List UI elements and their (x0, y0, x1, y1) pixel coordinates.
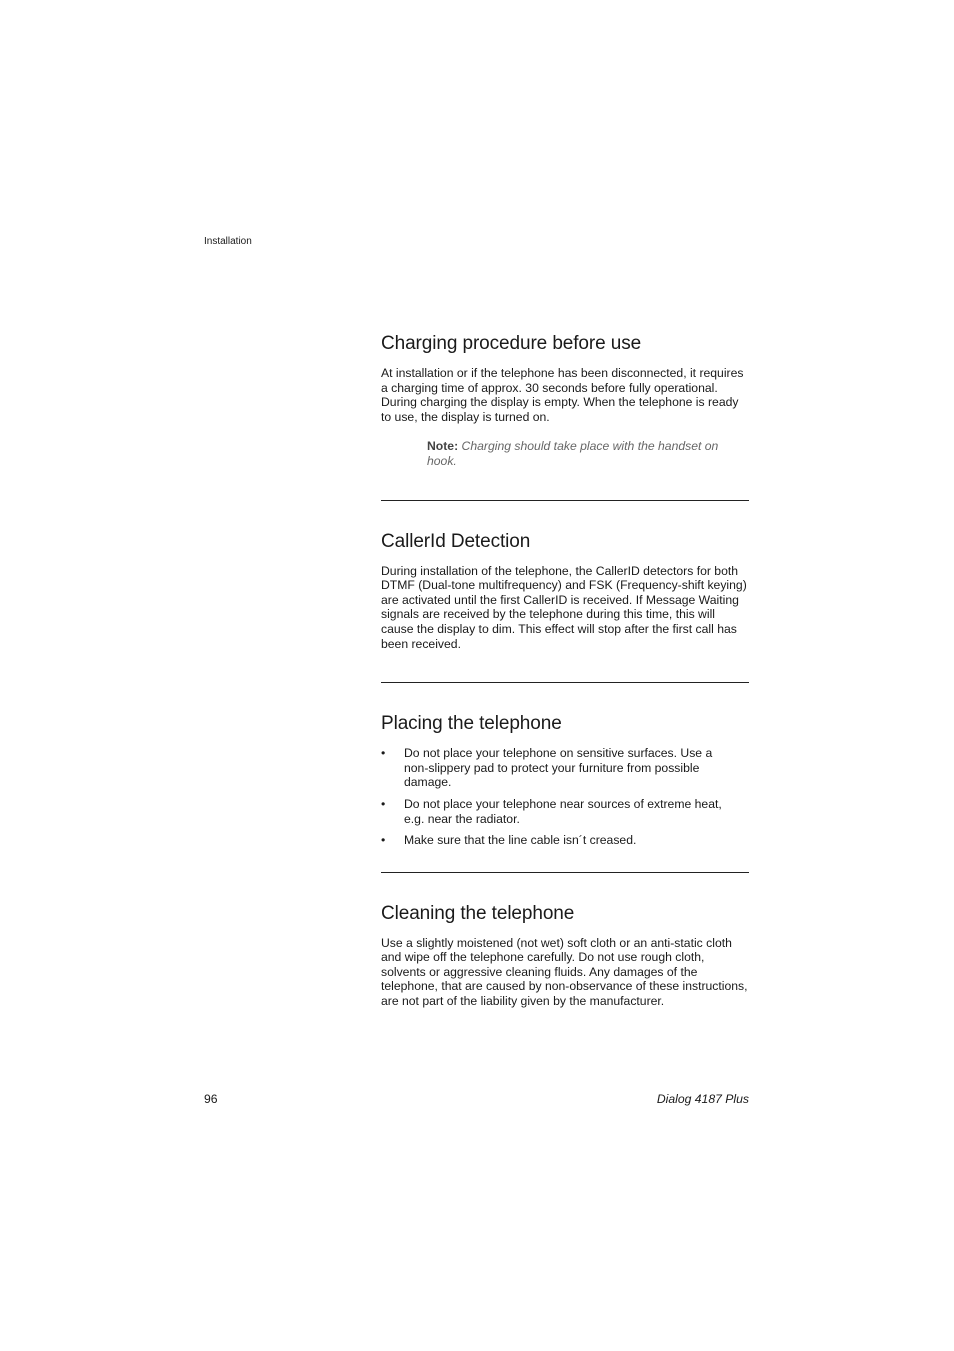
section-title-cleaning: Cleaning the telephone (381, 902, 575, 924)
running-head: Installation (204, 236, 252, 247)
note-text: Charging should take place with the handset on hook. (427, 439, 719, 468)
section-body-charging: At installation or if the telephone has been disconnected, it requires a charging time of approx. 30 seconds before fully operational. During charging the display is empty. When the telephone is ready to use, the display is turned on. (381, 366, 744, 424)
bullet-symbol: • (381, 746, 386, 761)
note-label: Note: (427, 439, 459, 454)
section-cleaning-telephone (381, 902, 749, 1009)
list-item-text: Do not place your telephone on sensitive surfaces. Use a non-slippery pad to protect your furniture from possible damage. (404, 746, 713, 790)
list-item-text: Do not place your telephone near sources of extreme heat, e.g. near the radiator. (404, 796, 722, 826)
list-item (381, 797, 734, 826)
section-charging-procedure (381, 332, 749, 469)
page-content (381, 332, 749, 1009)
section-title-placing: Placing the telephone (381, 713, 562, 735)
section-body-callerid: During installation of the telephone, the CallerID detectors for both DTMF (Dual-tone multifrequency) and FSK (Frequency-shift keying) are activated until the first CallerID is received. If Message Waiting signals are received by the telephone during this time, this will cause the display to dim. This effect will stop after the first call has been received. (381, 563, 747, 651)
page-number: 96 (204, 1092, 218, 1106)
section-divider (381, 682, 749, 683)
section-placing-telephone (381, 712, 749, 848)
section-divider (381, 500, 749, 501)
section-callerid-detection (381, 530, 749, 652)
product-name: Dialog 4187 Plus (656, 1092, 749, 1106)
bullet-symbol: • (381, 833, 386, 848)
list-item (381, 833, 734, 848)
list-item (381, 746, 734, 790)
section-title-callerid: CallerId Detection (381, 530, 531, 552)
bullet-symbol: • (381, 796, 386, 811)
placing-bullet-list (381, 746, 749, 848)
section-body-cleaning: Use a slightly moistened (not wet) soft cloth or an anti-static cloth and wipe off the telephone carefully. Do not use rough cloth, solvents or aggressive cleaning fluids. Any damages of the telephone, that are caused by non-observance of these instructions, are not part of the liability given by the manufacturer. (381, 935, 748, 1009)
section-title-charging: Charging procedure before use (381, 333, 642, 354)
section-divider (381, 872, 749, 873)
list-item-text: Make sure that the line cable isn´t creased. (404, 833, 637, 848)
note-box (427, 439, 749, 468)
